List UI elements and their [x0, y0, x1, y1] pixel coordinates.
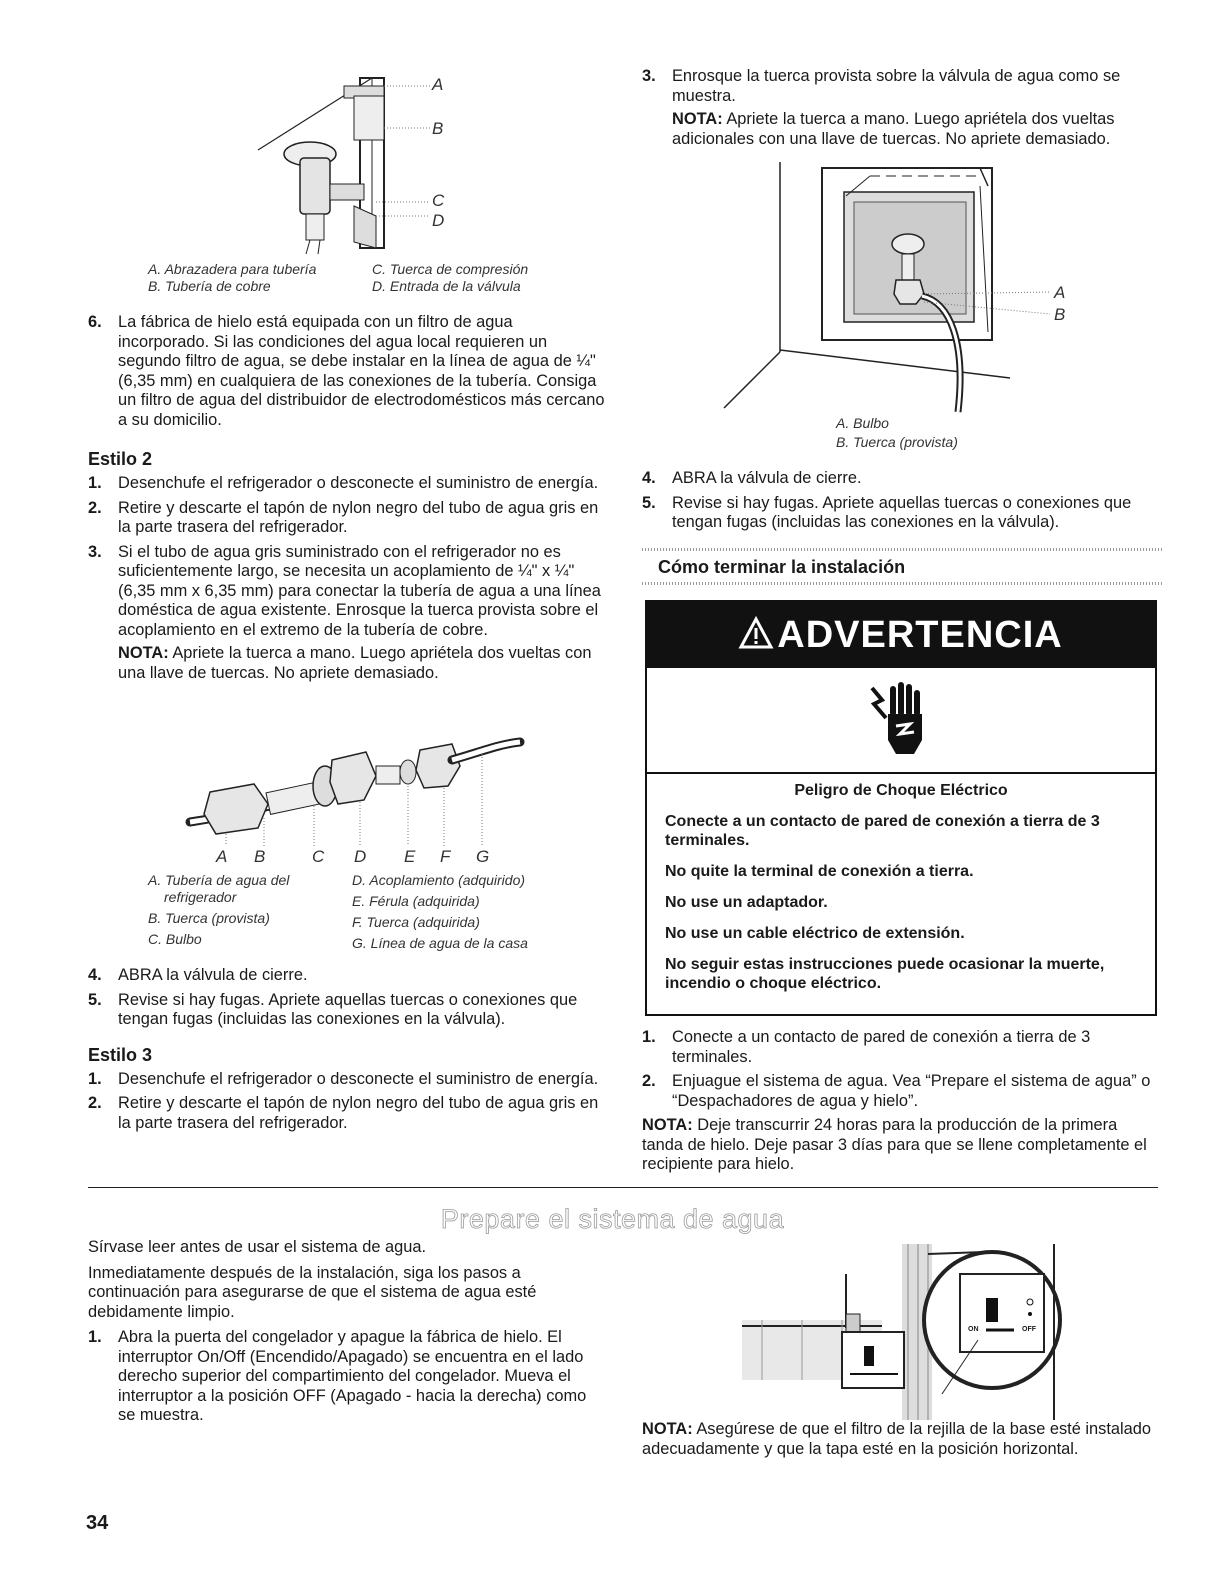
wall-valve-illustration [770, 162, 1080, 412]
warning-line: No seguir estas instrucciones puede ocasionar la muerte, incendio o choque eléctrico. [665, 956, 1105, 992]
list-item: 5. Revise si hay fugas. Apriete aquellas tuercas o conexiones que tengan fugas (incluidas las conexiones en la válvula). [642, 493, 1132, 531]
fig3-label-b: B [1054, 305, 1066, 324]
list-item: 3. Si el tubo de agua gris suministrado con el refrigerador no es suficientemente largo, se necesita un acoplamiento de ¼" x ¼" (6,35 mm x 6,35 mm) para conectar la tubería de agua a una línea doméstica de agua existente. Enrosque la tuerca provista sobre el acoplamiento en el extremo de la tubería de cobre. NOTA: Apriete la tuerca a mano. Luego apriétela dos vueltas con una llave de tuercas. No apriete demasiado. [88, 543, 608, 684]
list-item: 2. Retire y descarte el tapón de nylon negro del tubo de agua gris en la parte trasera del refrigerador. [88, 498, 599, 536]
estilo3-heading: Estilo 3 [88, 1044, 153, 1065]
fig1-caption: C. Tuerca de compresión [372, 261, 529, 277]
prepare-para: Inmediatamente después de la instalación, siga los pasos a continuación para asegurarse de que el sistema de agua esté debidamente limpio. [88, 1263, 537, 1321]
list-item: 2. Retire y descarte el tapón de nylon negro del tubo de agua gris en la parte trasera del refrigerador. [88, 1094, 599, 1132]
list-item: 4. ABRA la válvula de cierre. [88, 966, 308, 984]
list-item: 6. La fábrica de hielo está equipada con un filtro de agua incorporado. Si las condiciones del agua local requieren un segundo filtro de agua, se debe instalar en la línea de agua de ¼" (6,35 mm) en cualquiera de las conexiones de la tubería. Consiga un filtro de agua del distribuidor de electrodomésticos más cercano a su domicilio. [88, 313, 605, 429]
warning-line: No quite la terminal de conexión a tierra. [665, 863, 974, 880]
fig2-captions-left: A. Tubería de agua del refrigerador B. Tuerca (provista) C. Bulbo [148, 872, 290, 947]
page-number: 34 [86, 1512, 109, 1534]
electric-shock-icon [647, 668, 1155, 774]
fig2-label-e: E [404, 847, 416, 866]
prepare-left-text [88, 1238, 608, 1431]
list-item: 5. Revise si hay fugas. Apriete aquellas tuercas o conexiones que tengan fugas (incluidas las conexiones en la válvula). [88, 990, 578, 1028]
fig2-label-b: B [254, 847, 266, 866]
fig3-caption: B. Tuerca (provista) [836, 434, 958, 450]
fig2-label-a: A [216, 847, 228, 866]
switch-on-label: ON [968, 1326, 979, 1333]
fig1-caption: A. Abrazadera para tubería [148, 261, 317, 277]
warning-header: ADVERTENCIA [647, 602, 1155, 668]
estilo2-list [88, 474, 608, 683]
fig2-label-c: C [312, 847, 325, 866]
fig3-caption: A. Bulbo [836, 415, 889, 431]
fig2-label-g: G [476, 847, 490, 866]
estilo2-heading: Estilo 2 [88, 449, 153, 469]
list-item: 3. Enrosque la tuerca provista sobre la válvula de agua como se muestra. NOTA: Apriete la tuerca a mano. Luego apriétela dos vueltas adicionales con una llave de tuercas. No apriete demasiado. [642, 67, 1162, 149]
warning-triangle-icon [739, 604, 773, 670]
warning-line: No use un adaptador. [665, 894, 828, 911]
warning-title: Peligro de Choque Eléctrico [794, 782, 1008, 799]
step3-note: NOTA: Apriete la tuerca a mano. Luego apriétela dos vueltas adicionales con una llave de tuercas. No apriete demasiado. [672, 110, 1115, 148]
fig1-label-a: A [432, 75, 444, 94]
list-item: 1. Conecte a un contacto de pared de conexión a tierra de 3 terminales. [642, 1028, 1091, 1066]
prepare-para: Sírvase leer antes de usar el sistema de agua. [88, 1238, 427, 1256]
left-column-text [88, 313, 608, 688]
ice-maker-switch-illustration [742, 1244, 1062, 1420]
finish-heading: Cómo terminar la instalación [658, 557, 906, 577]
fig1-label-d: D [432, 211, 445, 230]
fig1-label-c: C [432, 191, 445, 210]
right-column-top [642, 67, 1162, 154]
finish-heading-block [642, 548, 1162, 585]
switch-off-label: OFF [1022, 1326, 1036, 1333]
warning-line: No use un cable eléctrico de extensión. [665, 925, 965, 942]
prepare-right-note: NOTA: Asegúrese de que el filtro de la rejilla de la base esté instalado adecuadamente y que la tapa esté en la posición horizontal. [642, 1420, 1152, 1458]
list-item: 1. Abra la puerta del congelador y apague la fábrica de hielo. El interruptor On/Off (Encendido/Apagado) se encuentra en el lado derecho superior del compartimiento del congelador. Mueva el interruptor a la posición OFF (Apagado - hacia la derecha) como se muestra. [88, 1328, 587, 1424]
fig1-label-b: B [432, 119, 444, 138]
fig2-captions-right: D. Acoplamiento (adquirido) E. Férula (adquirida) F. Tuerca (adquirida) G. Línea de agua de la casa [352, 872, 528, 951]
dotted-rule [642, 582, 1162, 585]
coupling-figure [190, 730, 530, 872]
prepare-section-title: Prepare el sistema de agua [440, 1204, 785, 1234]
left-column-lower [88, 966, 608, 1138]
warning-box [645, 600, 1157, 1016]
fig2-label-f: F [440, 847, 451, 866]
list-item: 4. ABRA la válvula de cierre. [642, 469, 862, 487]
valve-clamp-illustration [140, 66, 480, 256]
section-divider [88, 1187, 1158, 1188]
fig1-caption: D. Entrada de la válvula [372, 278, 521, 294]
warning-line: Conecte a un contacto de pared de conexión a tierra de 3 terminales. [665, 813, 1100, 849]
ice-maker-switch-figure [742, 1244, 1062, 1420]
list-item: 2. Enjuague el sistema de agua. Vea “Prepare el sistema de agua” o “Despachadores de agua y hielo”. [642, 1072, 1151, 1110]
list-item: 1. Desenchufe el refrigerador o desconecte el suministro de energía. [88, 1069, 599, 1088]
fig2-label-d: D [354, 847, 367, 866]
coupling-illustration [190, 730, 530, 850]
valve-clamp-figure [140, 66, 480, 256]
fig3-label-a: A [1054, 283, 1066, 302]
estilo2-note: NOTA: Apriete la tuerca a mano. Luego apriétela dos vueltas con una llave de tuercas. No apriete demasiado. [118, 644, 592, 682]
wall-valve-figure [770, 162, 1080, 452]
right-column-lower [642, 1028, 1162, 1175]
list-item: 1. Desenchufe el refrigerador o desconecte el suministro de energía. [88, 474, 599, 492]
right-column-mid [642, 469, 1162, 538]
fig1-captions [148, 261, 568, 295]
finish-note: NOTA: Deje transcurrir 24 horas para la producción de la primera tanda de hielo. Deje pasar 3 días para que se llene completamente el recipiente para hielo. [642, 1116, 1147, 1173]
fig1-caption: B. Tubería de cobre [148, 278, 271, 294]
estilo3-list [88, 1070, 608, 1134]
